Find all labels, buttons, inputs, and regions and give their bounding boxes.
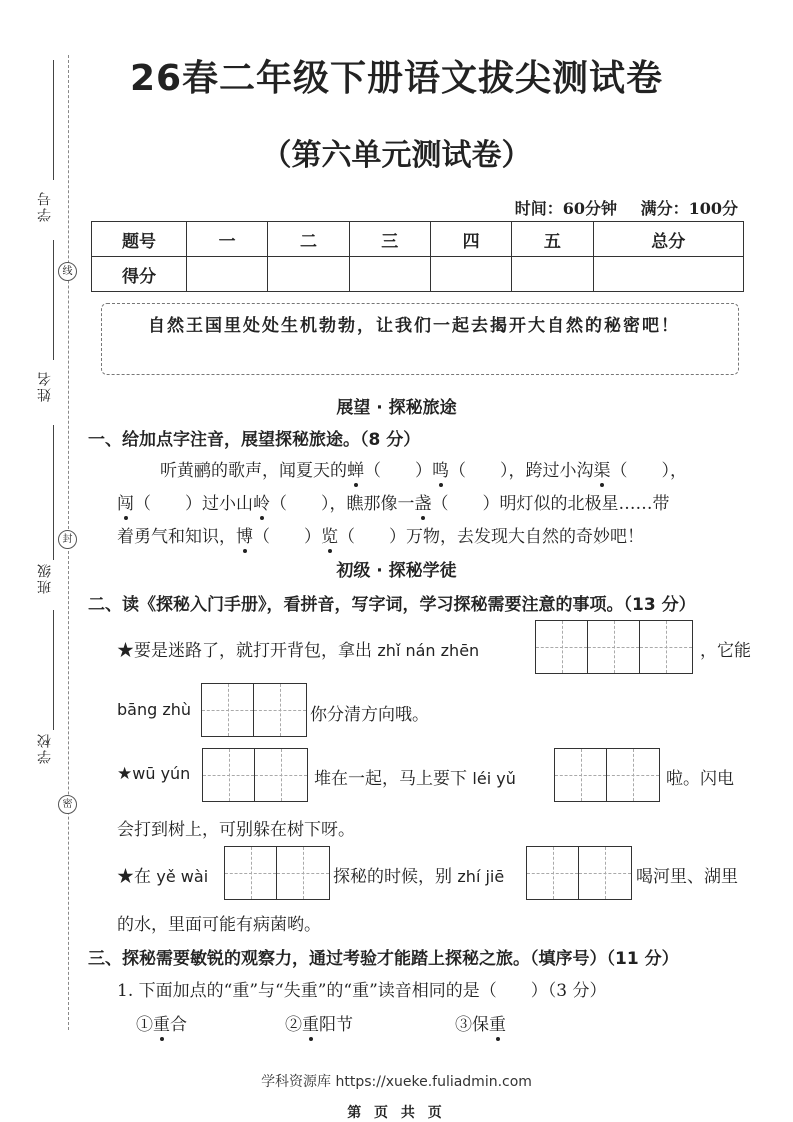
q2-s5-text: ★在 yě wài	[117, 867, 209, 887]
dotted-char: 岭	[253, 494, 270, 514]
section-heading-1: 展望 · 探秘旅途	[336, 398, 457, 418]
dotted-char: 鸣	[432, 461, 449, 481]
question-2-heading: 二、读《探秘入门手册》，看拼音，写字词，学习探秘需要注意的事项。（13 分）	[88, 595, 696, 615]
score-cell[interactable]	[349, 257, 430, 292]
school-line	[53, 610, 54, 730]
grid-cell[interactable]	[277, 847, 329, 899]
grid-cell[interactable]	[225, 847, 277, 899]
writing-grid-2[interactable]	[201, 683, 307, 737]
page-subtitle: （第六单元测试卷）	[261, 138, 532, 173]
pinyin: zhí jiē	[457, 867, 505, 886]
grid-cell[interactable]	[555, 749, 607, 801]
class-label: 班级	[37, 562, 53, 594]
question-3-heading: 三、探秘需要敏锐的观察力，通过考验才能踏上探秘之旅。（填序号）（11 分）	[88, 949, 679, 969]
score-cell[interactable]	[593, 257, 743, 292]
answer-blank[interactable]: （ ），	[610, 461, 687, 481]
section-heading-2: 初级 · 探秘学徒	[336, 561, 457, 581]
school-label: 学校	[37, 732, 53, 764]
q1-line-1: 听黄鹂的歌声，闻夏天的蝉（ ）鸣（ ），跨过小沟渠（ ），	[160, 461, 687, 481]
header-cell: 三	[349, 222, 430, 257]
score-cell[interactable]	[187, 257, 268, 292]
answer-blank[interactable]: （ ）万物，去发现大自然的奇妙吧！	[338, 527, 644, 547]
dotted-char: 闯	[117, 494, 134, 514]
dotted-char: 重	[489, 1015, 506, 1035]
student-no-label: 学号	[37, 190, 53, 222]
dotted-char: 渠	[593, 461, 611, 481]
grid-cell[interactable]	[255, 749, 307, 801]
header-cell: 总分	[593, 222, 743, 257]
q2-s1-text: ★要是迷路了，就打开背包，拿出 zhǐ nán zhēn	[117, 641, 480, 661]
seal-mark-secret: 密	[58, 795, 77, 814]
footer-source: 学科资源库 https://xueke.fuliadmin.com	[261, 1074, 532, 1090]
pinyin: zhǐ nán zhēn	[377, 641, 480, 660]
class-line	[53, 425, 54, 560]
score-cell[interactable]	[268, 257, 349, 292]
writing-grid-2[interactable]	[554, 748, 660, 802]
dotted-char: 重	[302, 1015, 319, 1035]
q3-option-1[interactable]: ①重合	[136, 1015, 187, 1035]
q2-s1-tail: ，它能	[700, 641, 751, 661]
pinyin: léi yǔ	[472, 769, 516, 788]
answer-blank[interactable]: （ ），瞧那像一	[270, 494, 415, 514]
q2-s5-tail: 喝河里、湖里	[636, 867, 738, 887]
dotted-char: 蝉	[347, 461, 364, 481]
dotted-char: 博	[236, 527, 253, 547]
grid-cell[interactable]	[527, 847, 579, 899]
writing-grid-2[interactable]	[202, 748, 308, 802]
pinyin: wū yún	[132, 764, 191, 783]
q1-line-2	[117, 489, 670, 514]
intro-text: 自然王国里处处生机勃勃，让我们一起去揭开大自然的秘密吧！	[148, 316, 680, 336]
score-cell[interactable]	[512, 257, 593, 292]
score-table-header-row	[92, 222, 744, 257]
grid-cell[interactable]	[536, 621, 588, 673]
q1-line-3: 着勇气和知识，博（ ）览（ ）万物，去发现大自然的奇妙吧！	[117, 527, 644, 547]
dotted-char: 重	[153, 1015, 170, 1035]
q3-item-1: 1. 下面加点的“重”与“失重”的“重”读音相同的是（ ）（3 分）	[117, 981, 607, 1001]
page-number: 第 页 共 页	[347, 1105, 446, 1121]
writing-grid-3[interactable]	[535, 620, 693, 674]
answer-blank[interactable]: （ ）明灯似的北极星……带	[431, 494, 670, 514]
name-label: 姓名	[37, 370, 53, 402]
grid-cell[interactable]	[203, 749, 255, 801]
header-cell: 二	[268, 222, 349, 257]
q2-s3-text: ★wū yún	[117, 764, 191, 784]
full-score: 满分：100分	[640, 199, 738, 218]
question-1-heading: 一、给加点字注音，展望探秘旅途。（8 分）	[88, 430, 421, 450]
name-line	[53, 240, 54, 360]
answer-blank[interactable]: （ ）过小山	[134, 494, 253, 514]
writing-grid-2[interactable]	[224, 846, 330, 900]
header-cell: 题号	[92, 222, 187, 257]
q2-s2-tail: 你分清方向哦。	[310, 705, 429, 725]
q2-s3-mid: 堆在一起，马上要下 léi yǔ	[314, 769, 516, 789]
exam-info	[497, 196, 738, 219]
dotted-char: 览	[321, 527, 338, 547]
grid-cell[interactable]	[640, 621, 692, 673]
header-cell: 四	[430, 222, 511, 257]
grid-cell[interactable]	[202, 684, 254, 736]
q2-s6-text: 的水，里面可能有病菌哟。	[117, 915, 321, 935]
page-title: 26春二年级下册语文拔尖测试卷	[129, 58, 664, 99]
q2-s5-mid: 探秘的时候，别 zhí jiē	[333, 867, 505, 887]
q2-s4-text: 会打到树上，可别躲在树下呀。	[117, 820, 355, 840]
intro-box	[101, 303, 739, 375]
time-limit: 时间：60分钟	[514, 199, 618, 218]
grid-cell[interactable]	[254, 684, 306, 736]
writing-grid-2[interactable]	[526, 846, 632, 900]
header-cell: 五	[512, 222, 593, 257]
score-row-label: 得分	[92, 257, 187, 292]
dotted-char: 盏	[414, 494, 432, 514]
seal-mark-line: 线	[58, 262, 77, 281]
grid-cell[interactable]	[607, 749, 659, 801]
header-cell: 一	[187, 222, 268, 257]
seal-mark-seal: 封	[58, 530, 77, 549]
pinyin: yě wài	[156, 867, 209, 886]
q2-s3-tail: 啦。闪电	[666, 769, 734, 789]
q3-option-3[interactable]: ③保重	[455, 1015, 506, 1035]
pinyin: bāng zhù	[117, 700, 192, 719]
score-table	[91, 221, 744, 292]
grid-cell[interactable]	[579, 847, 631, 899]
score-table-score-row	[92, 257, 744, 292]
score-cell[interactable]	[430, 257, 511, 292]
grid-cell[interactable]	[588, 621, 640, 673]
answer-blank[interactable]: （ ）	[253, 527, 321, 547]
answer-blank[interactable]: （ ）	[364, 461, 432, 481]
q3-option-2[interactable]: ②重阳节	[285, 1015, 353, 1035]
